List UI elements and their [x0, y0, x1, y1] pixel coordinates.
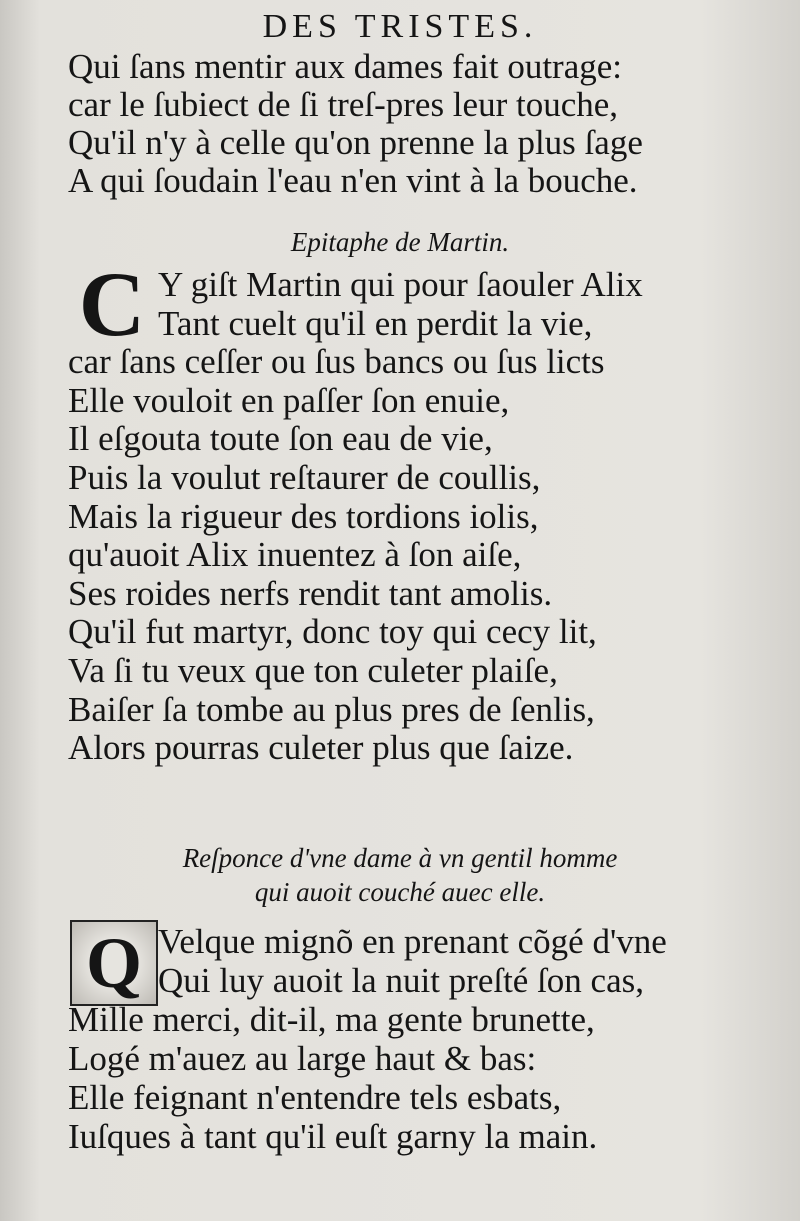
running-header: DES TRISTES.	[262, 8, 538, 45]
response-title-line-2: qui auoit couché auec elle.	[254, 877, 546, 907]
verse-line: Qui luy auoit la nuit preſté ſon cas,	[158, 961, 645, 1000]
verse-line: Elle vouloit en paſſer ſon enuie,	[68, 381, 510, 420]
verse-line: Qu'il fut martyr, donc toy qui cecy lit,	[68, 613, 597, 652]
verse-line: car ſans ceſſer ou ſus bancs ou ſus licts	[68, 343, 605, 382]
verse-line: Baiſer ſa tombe au plus pres de ſenlis,	[68, 690, 595, 729]
epitaph-poem	[68, 266, 780, 768]
verse-line: Y giſt Martin qui pour ſaouler Alix	[158, 266, 643, 304]
verse-line: Alors pourras culeter plus que ſaize.	[68, 729, 574, 768]
verse-line: Qu'il n'y à celle qu'on prenne la plus ſage	[68, 124, 643, 162]
stanza-one	[68, 48, 780, 200]
drop-cap-letter: Q	[85, 922, 142, 1003]
response-title-line-1: Reſponce d'vne dame à vn gentil homme	[182, 843, 618, 873]
response-poem	[68, 922, 780, 1156]
verse-line: Ses roides nerfs rendit tant amolis.	[68, 574, 553, 613]
verse-line: Qui ſans mentir aux dames fait outrage:	[68, 48, 623, 86]
verse-line: Iuſques à tant qu'il euſt garny la main.	[68, 1117, 598, 1156]
verse-line: Mais la rigueur des tordions iolis,	[68, 497, 539, 536]
epitaph-title: Epitaphe de Martin.	[290, 227, 510, 257]
verse-line: car le ſubiect de ſi treſ-pres leur touche,	[68, 86, 619, 124]
verse-line: Va ſi tu veux que ton culeter plaiſe,	[68, 651, 558, 690]
verse-line: qu'auoit Alix inuentez à ſon aiſe,	[68, 536, 522, 575]
verse-line: Velque mignõ en prenant cõgé d'vne	[158, 922, 667, 961]
verse-line: Tant cuelt qu'il en perdit la vie,	[158, 304, 593, 343]
verse-line: Puis la voulut reſtaurer de coullis,	[68, 458, 541, 497]
verse-line: Logé m'auez au large haut & bas:	[68, 1039, 537, 1078]
verse-line: Mille merci, dit-il, ma gente brunette,	[68, 1000, 595, 1039]
verse-line: A qui ſoudain l'eau n'en vint à la bouche.	[68, 162, 638, 200]
verse-line: Il eſgouta toute ſon eau de vie,	[68, 420, 493, 459]
verse-line: Elle feignant n'entendre tels esbats,	[68, 1078, 562, 1117]
drop-cap-c: C	[78, 253, 146, 355]
